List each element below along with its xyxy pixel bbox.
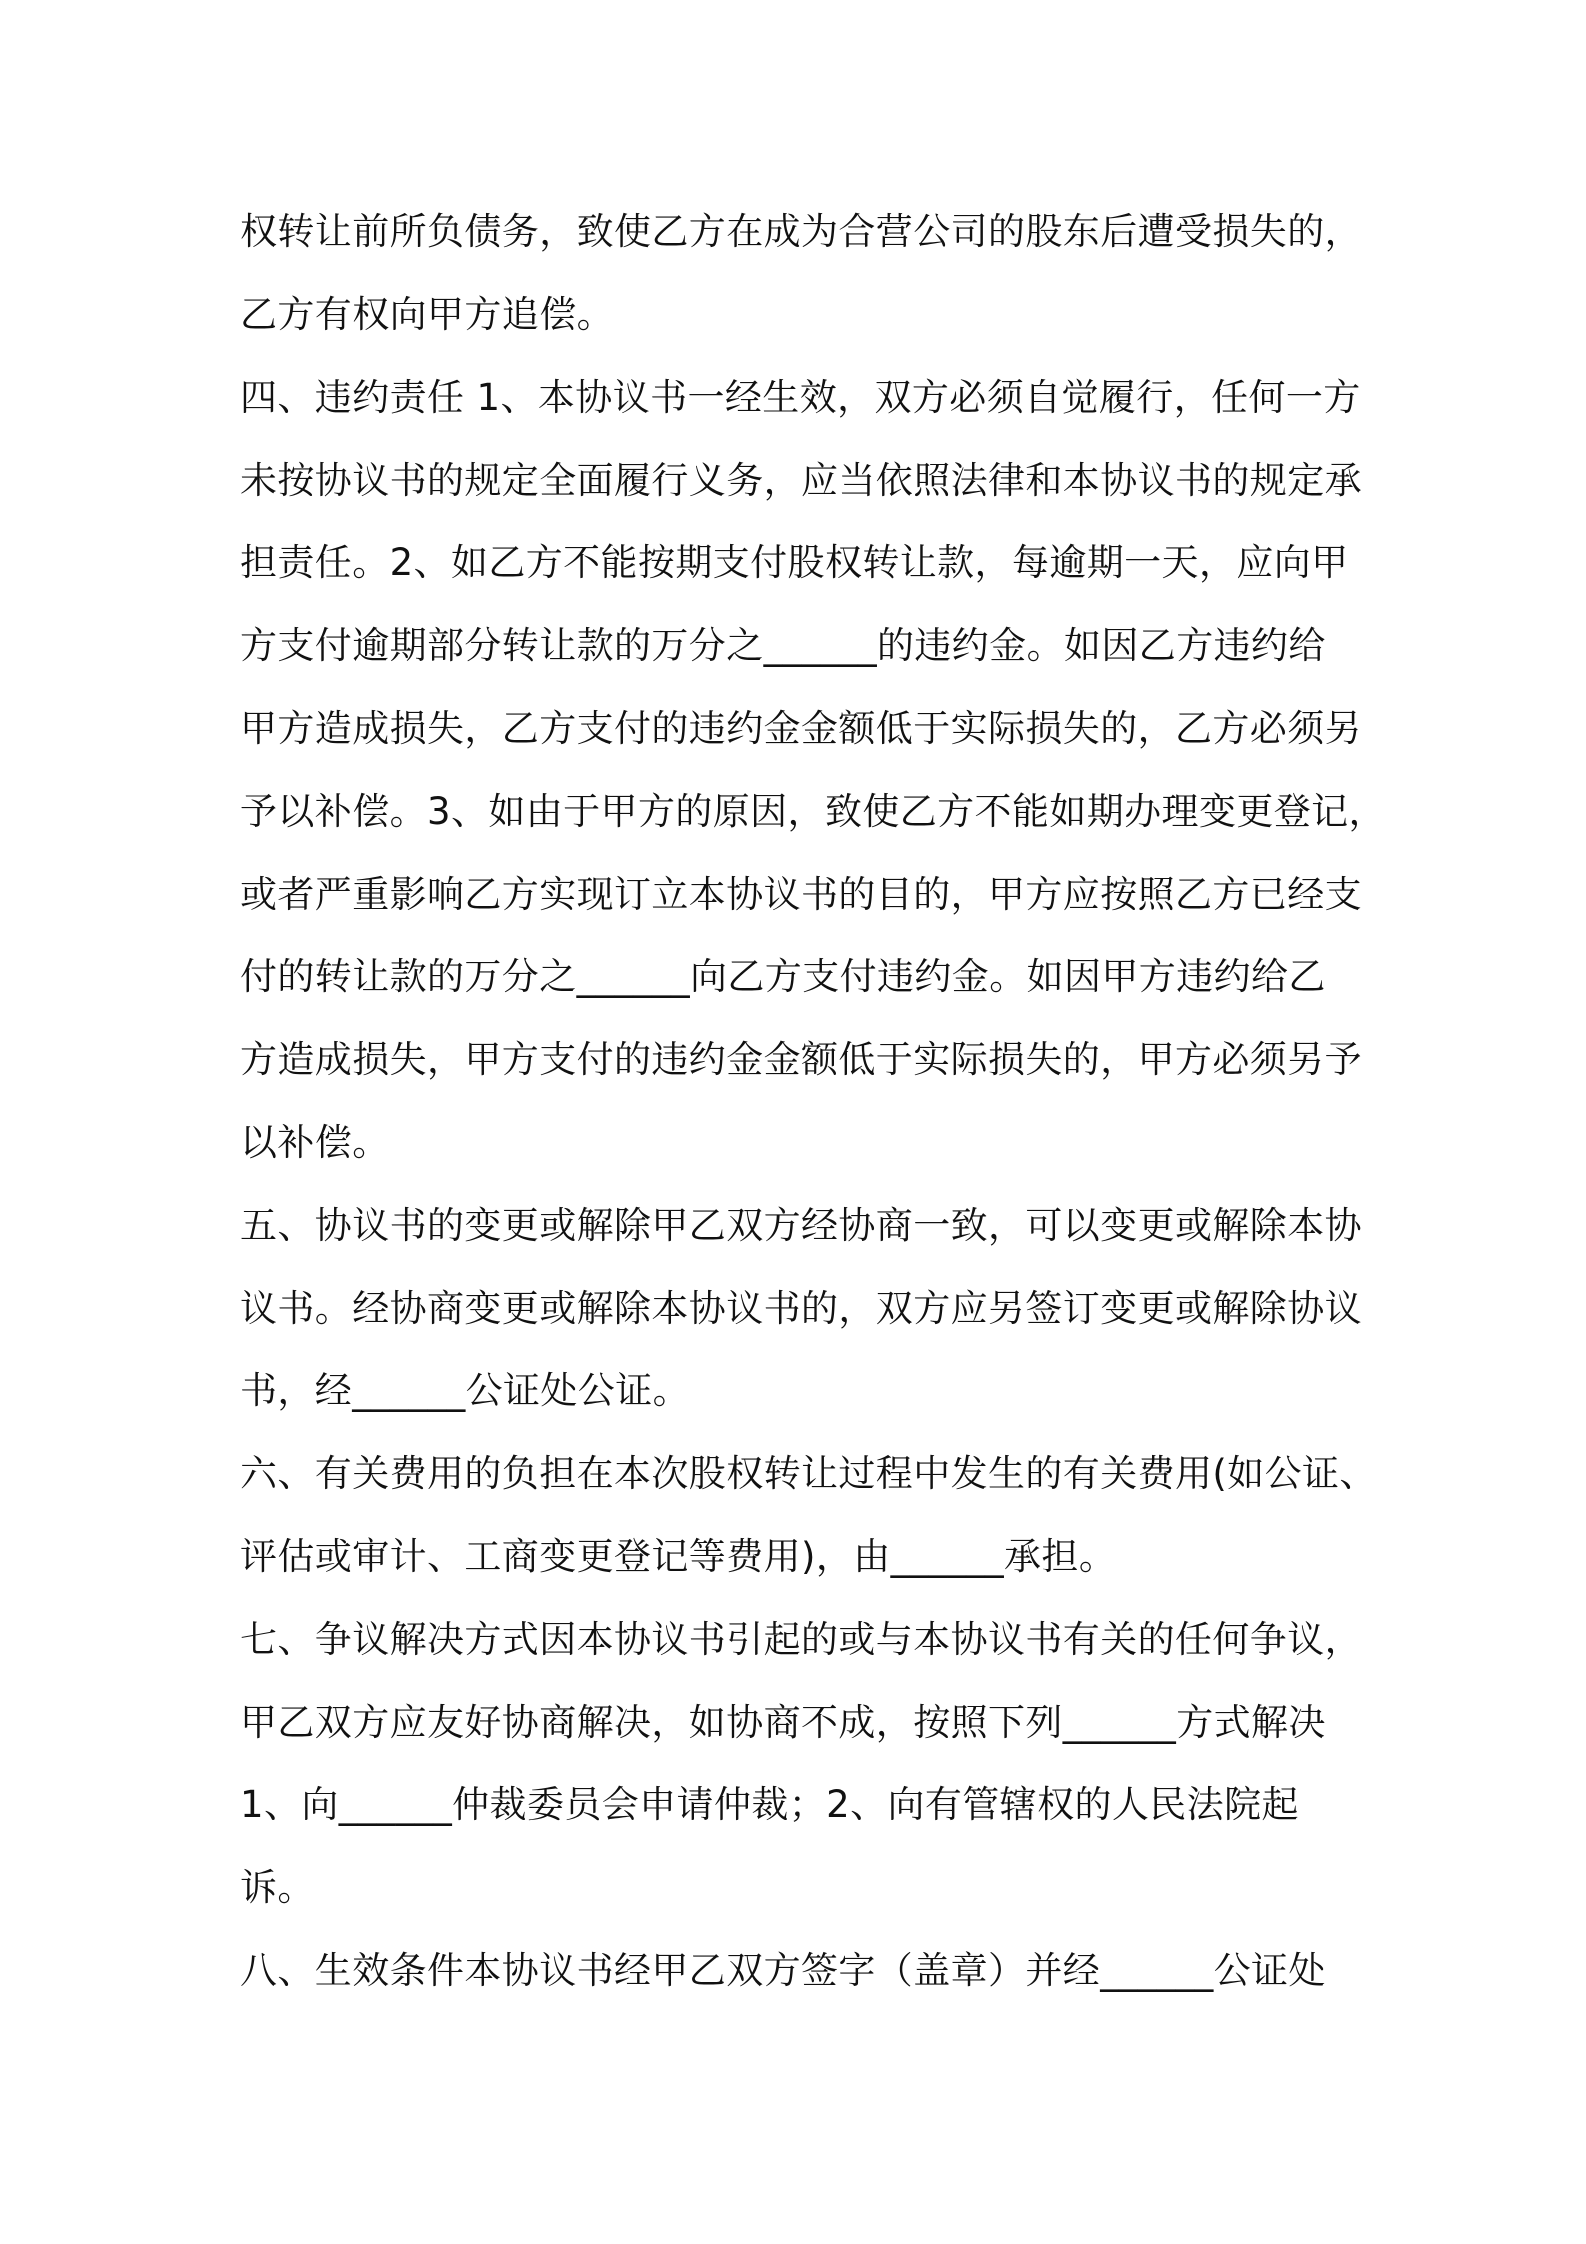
text-line: 1、向______仲裁委员会申请仲裁；2、向有管辖权的人民法院起 bbox=[240, 1783, 1299, 1826]
text-line: 方支付逾期部分转让款的万分之______的违约金。如因乙方违约给 bbox=[240, 624, 1326, 667]
text-line: 方造成损失，甲方支付的违约金金额低于实际损失的，甲方必须另予 bbox=[240, 1038, 1362, 1081]
text-line: 六、有关费用的负担在本次股权转让过程中发生的有关费用(如公证、 bbox=[240, 1452, 1377, 1495]
text-line: 或者严重影响乙方实现订立本协议书的目的，甲方应按照乙方已经支 bbox=[240, 873, 1362, 916]
text-line: 付的转让款的万分之______向乙方支付违约金。如因甲方违约给乙 bbox=[240, 955, 1326, 998]
text-line: 书，经______公证处公证。 bbox=[240, 1369, 690, 1412]
text-line: 乙方有权向甲方追偿。 bbox=[240, 293, 614, 336]
text-line: 诉。 bbox=[240, 1866, 315, 1909]
text-line: 甲方造成损失，乙方支付的违约金金额低于实际损失的，乙方必须另 bbox=[240, 707, 1362, 750]
text-line: 四、违约责任 1、本协议书一经生效，双方必须自觉履行，任何一方 bbox=[240, 376, 1361, 419]
text-line: 甲乙双方应友好协商解决，如协商不成，按照下列______方式解决 bbox=[240, 1701, 1326, 1744]
text-line: 议书。经协商变更或解除本协议书的，双方应另签订变更或解除协议 bbox=[240, 1287, 1362, 1330]
text-line: 以补偿。 bbox=[240, 1121, 390, 1164]
text-line: 评估或审计、工商变更登记等费用)，由______承担。 bbox=[240, 1535, 1117, 1578]
text-line: 予以补偿。3、如由于甲方的原因，致使乙方不能如期办理变更登记， bbox=[240, 790, 1386, 833]
text-line: 担责任。2、如乙方不能按期支付股权转让款，每逾期一天，应向甲 bbox=[240, 541, 1349, 584]
text-line: 八、生效条件本协议书经甲乙双方签字（盖章）并经______公证处 bbox=[240, 1949, 1326, 1992]
text-line: 权转让前所负债务，致使乙方在成为合营公司的股东后遭受损失的， bbox=[240, 210, 1362, 253]
text-line: 未按协议书的规定全面履行义务，应当依照法律和本协议书的规定承 bbox=[240, 459, 1362, 502]
text-line: 七、争议解决方式因本协议书引起的或与本协议书有关的任何争议， bbox=[240, 1618, 1362, 1661]
text-line: 五、协议书的变更或解除甲乙双方经协商一致，可以变更或解除本协 bbox=[240, 1204, 1362, 1247]
